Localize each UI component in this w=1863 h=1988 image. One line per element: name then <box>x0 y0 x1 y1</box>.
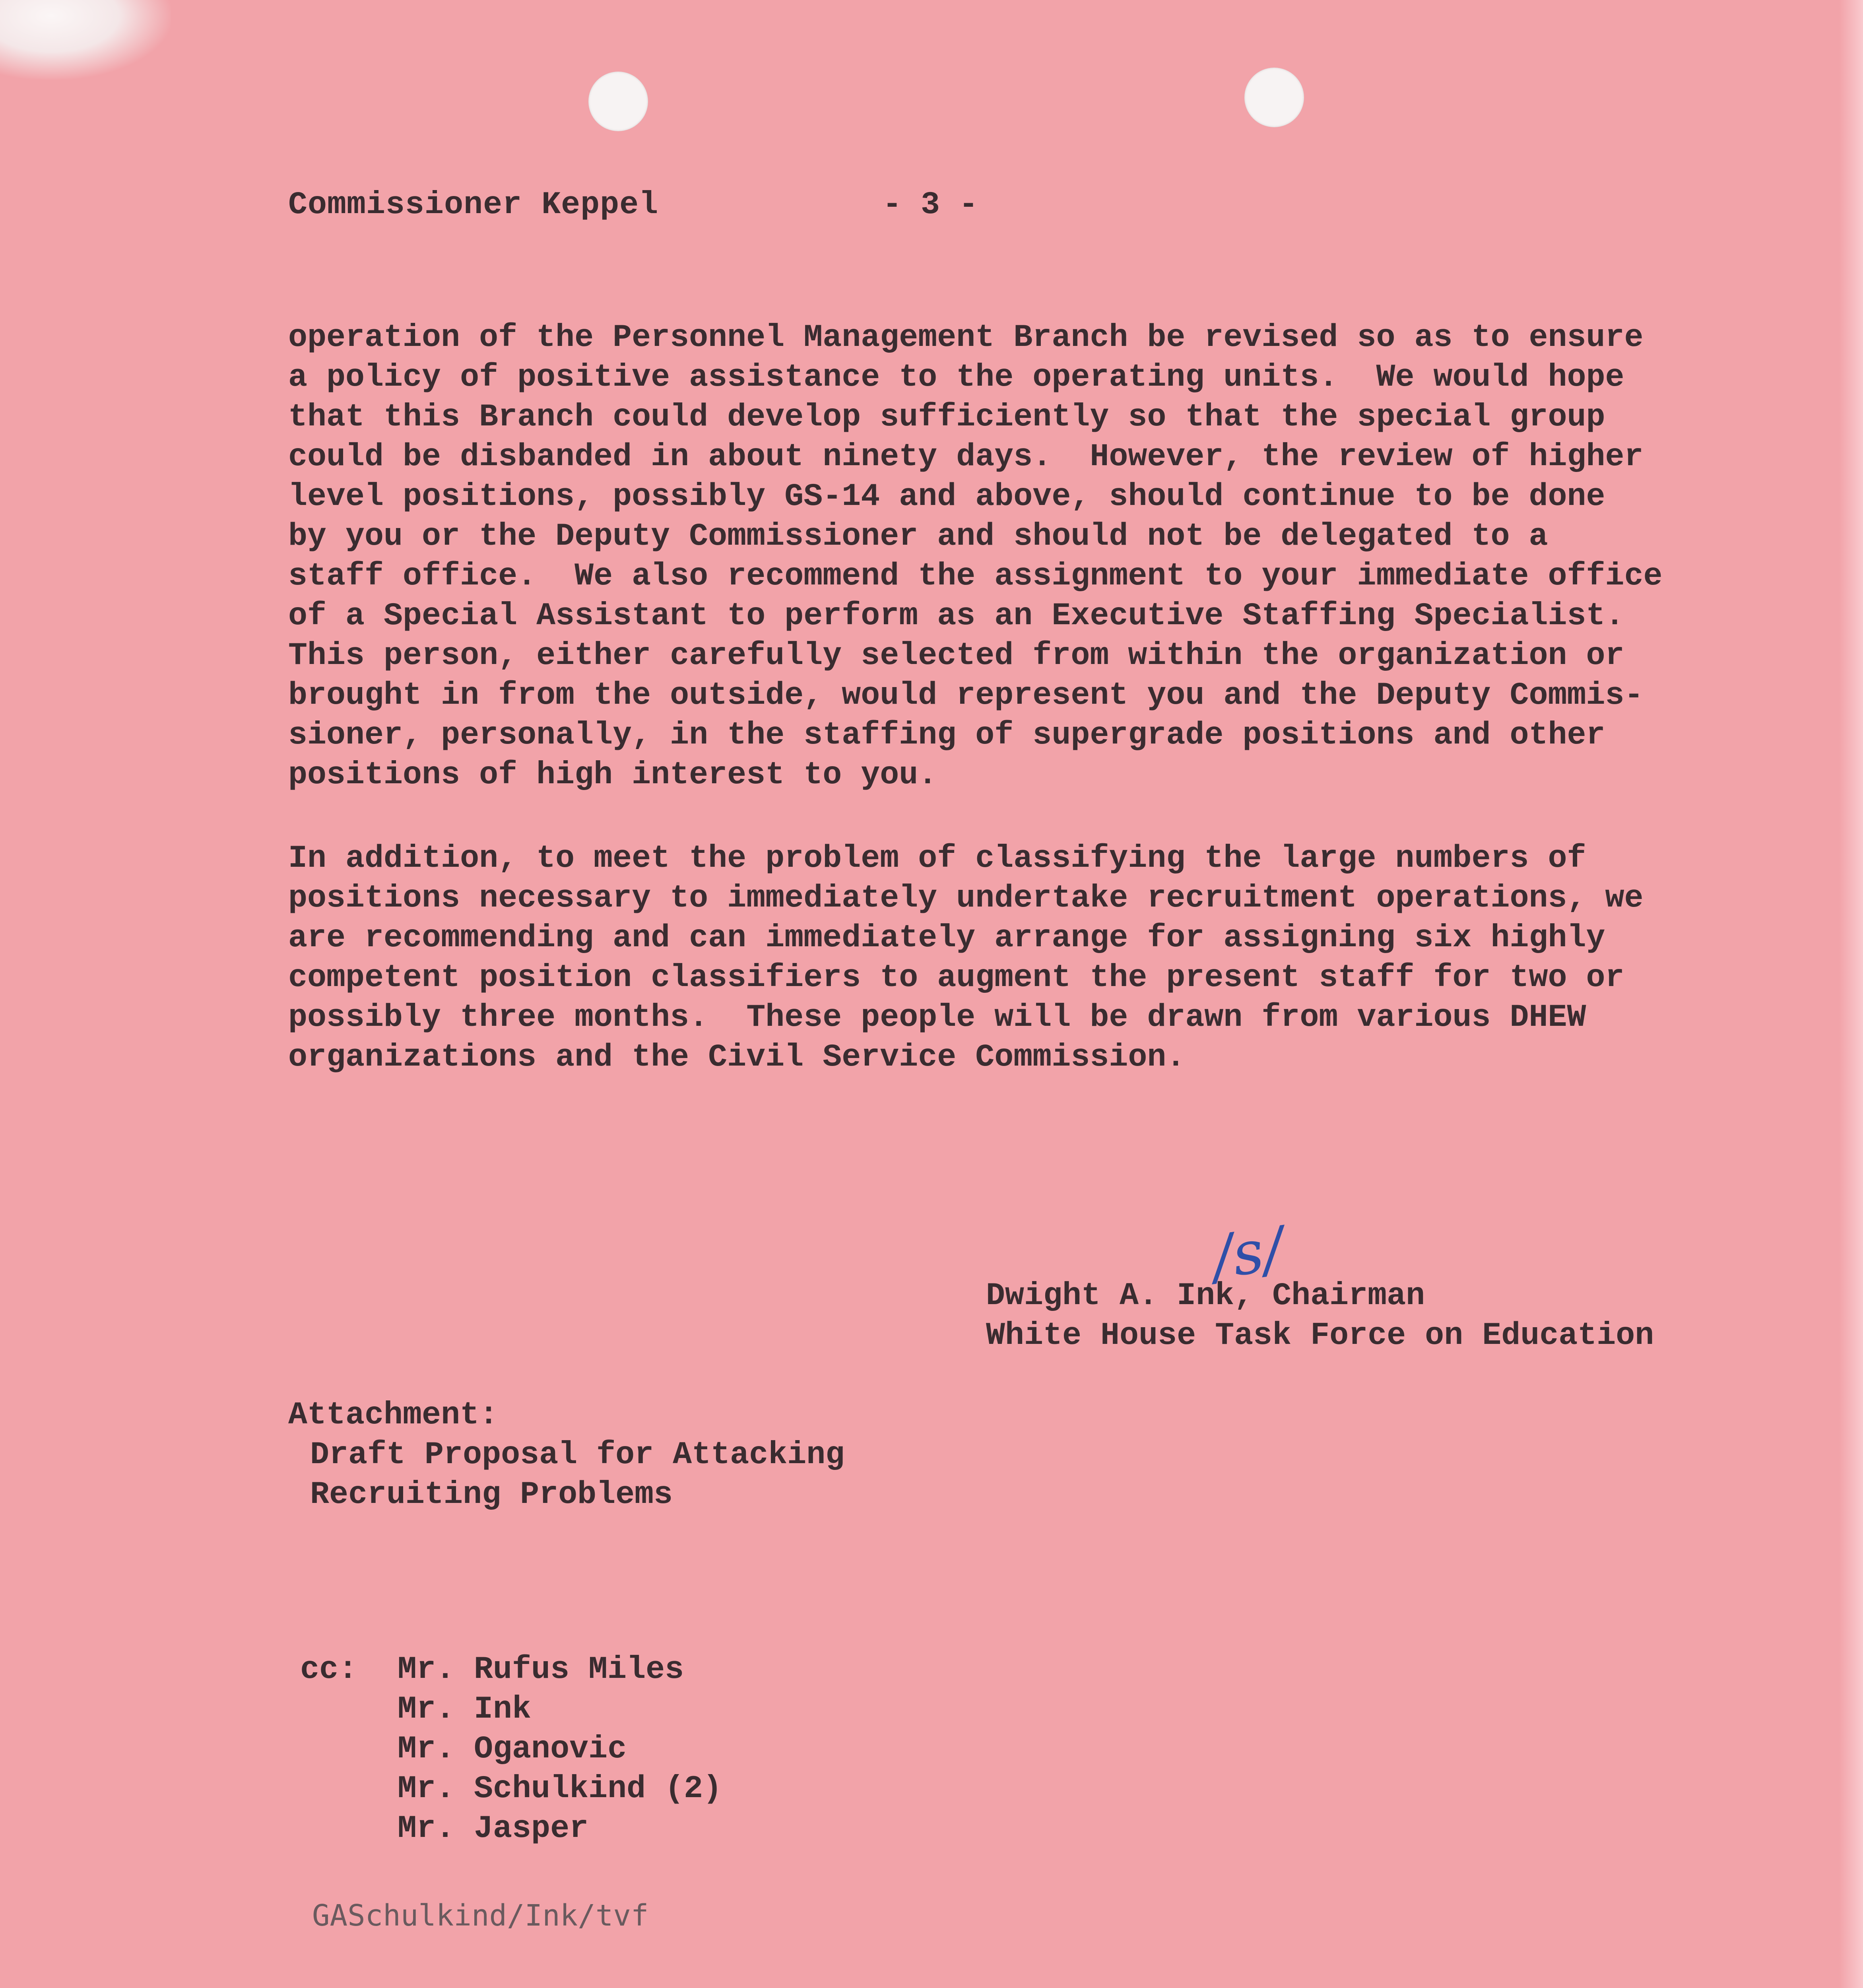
paragraph-line: possibly three months. These people will be drawn from various DHEW <box>288 1000 1586 1036</box>
paragraph-line: organizations and the Civil Service Commission. <box>288 1039 1186 1076</box>
cc-recipient: Mr. Rufus Miles <box>398 1652 684 1688</box>
typist-initials: GASchulkind/Ink/tvf <box>312 1899 649 1933</box>
attachment-block <box>288 1396 844 1515</box>
handwritten-signed-mark: /s/ <box>1208 1214 1288 1293</box>
paragraph-line: positions of high interest to you. <box>288 757 937 793</box>
body-paragraph-2 <box>288 839 1644 1077</box>
signatory-name: Dwight A. Ink, Chairman <box>986 1278 1425 1314</box>
cc-recipient: Mr. Ink <box>398 1691 532 1728</box>
attachment-line: Draft Proposal for Attacking <box>310 1437 845 1473</box>
paragraph-line: are recommending and can immediately arrange for assigning six highly <box>288 920 1605 956</box>
paragraph-line: of a Special Assistant to perform as an Executive Staffing Specialist. <box>288 598 1624 634</box>
paragraph-line: positions necessary to immediately undertake recruitment operations, we <box>288 880 1644 916</box>
paragraph-line: This person, either carefully selected from within the organization or <box>288 638 1624 674</box>
paragraph-line: that this Branch could develop sufficiently so that the special group <box>288 399 1605 435</box>
signatory-title: White House Task Force on Education <box>986 1318 1654 1354</box>
memo-recipient-header: Commissioner Keppel <box>288 187 659 223</box>
paragraph-line: competent position classifiers to augment the present staff for two or <box>288 960 1624 996</box>
paragraph-line: brought in from the outside, would represent you and the Deputy Commis- <box>288 678 1644 714</box>
paragraph-line: level positions, possibly GS-14 and above, should continue to be done <box>288 479 1605 515</box>
signature-block <box>986 1276 1654 1356</box>
punch-hole-right <box>1244 68 1304 127</box>
punch-hole-left <box>588 72 648 131</box>
page-edge <box>1839 0 1863 1988</box>
body-paragraph-1 <box>288 318 1663 795</box>
cc-label: cc: <box>300 1652 358 1688</box>
paragraph-line: sioner, personally, in the staffing of supergrade positions and other <box>288 717 1605 753</box>
torn-corner <box>0 0 171 80</box>
paragraph-line: staff office. We also recommend the assignment to your immediate office <box>288 558 1663 594</box>
paragraph-line: a policy of positive assistance to the operating units. We would hope <box>288 359 1624 396</box>
attachment-line: Recruiting Problems <box>310 1477 673 1513</box>
paragraph-line: by you or the Deputy Commissioner and should not be delegated to a <box>288 518 1548 555</box>
paragraph-line: operation of the Personnel Management Branch be revised so as to ensure <box>288 320 1644 356</box>
cc-recipient: Mr. Oganovic <box>398 1731 627 1767</box>
cc-recipient-list <box>398 1650 722 1849</box>
cc-recipient: Mr. Schulkind (2) <box>398 1771 722 1807</box>
paragraph-line: could be disbanded in about ninety days. However, the review of higher <box>288 439 1644 475</box>
attachment-label: Attachment: <box>288 1397 499 1433</box>
paragraph-line: In addition, to meet the problem of classifying the large numbers of <box>288 841 1586 877</box>
page-number: - 3 - <box>883 187 978 223</box>
cc-recipient: Mr. Jasper <box>398 1811 589 1847</box>
